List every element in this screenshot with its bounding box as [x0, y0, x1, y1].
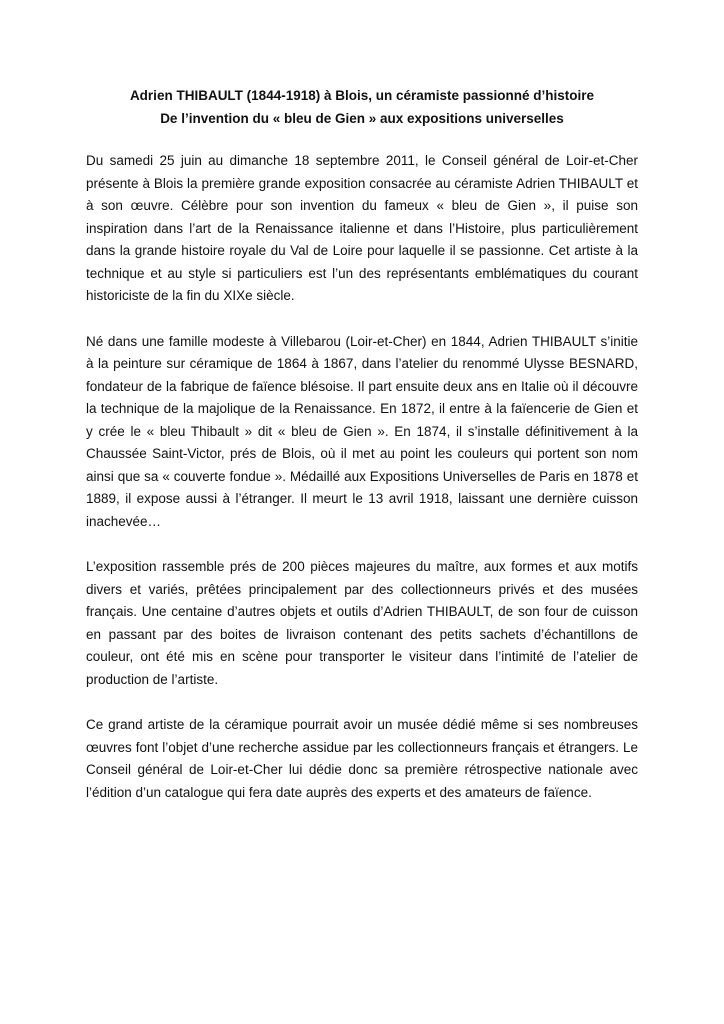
title-line-1: Adrien THIBAULT (1844-1918) à Blois, un céramiste passionné d’histoire	[129, 88, 595, 103]
document-title	[86, 84, 638, 130]
paragraph-conclusion: Ce grand artiste de la céramique pourrait avoir un musée dédié même si ses nombreuses œuvres font l’objet d’une recherche assidue par les collectionneurs français et étrangers. Le Conseil général de Loir-et-Cher lui dédie donc sa première rétrospective nationale avec l’édition d’un catalogue qui fera date auprès des experts et des amateurs de faïence.	[86, 717, 638, 800]
title-line-2: De l’invention du « bleu de Gien » aux expositions universelles	[160, 111, 564, 126]
paragraph-biography: Né dans une famille modeste à Villebarou (Loir-et-Cher) en 1844, Adrien THIBAULT s’initie à la peinture sur céramique de 1864 à 1867, dans l’atelier du renommé Ulysse BESNARD, fondateur de la fabrique de faïence blésoise. Il part ensuite deux ans en Italie où il découvre la technique de la majolique de la Renaissance. En 1872, il entre à la faïencerie de Gien et y crée le « bleu Thibault » dit « bleu de Gien ». En 1874, il s’installe définitivement à la Chaussée Saint-Victor, prés de Blois, où il met au point les couleurs qui portent son nom ainsi que sa « couverte fondue ». Médaillé aux Expositions Universelles de Paris en 1878 et 1889, il expose aussi à l’étranger. Il meurt le 13 avril 1918, laissant une dernière cuisson inachevée…	[86, 333, 638, 529]
paragraph-intro: Du samedi 25 juin au dimanche 18 septembre 2011, le Conseil général de Loir-et-Cher présente à Blois la première grande exposition consacrée au céramiste Adrien THIBAULT et à son œuvre. Célèbre pour son invention du fameux « bleu de Gien », il puise son inspiration dans l’art de la Renaissance italienne et dans l’Histoire, plus particulièrement dans la grande histoire royale du Val de Loire pour laquelle il se passionne. Cet artiste à la technique et au style si particuliers est l’un des représentants emblématiques du courant historiciste de la fin du XIXe siècle.	[86, 153, 638, 303]
paragraph-exhibition: L’exposition rassemble prés de 200 pièces majeures du maître, aux formes et aux motifs divers et variés, prêtées principalement par des collectionneurs privés et des musées français. Une centaine d’autres objets et outils d’Adrien THIBAULT, de son four de cuisson en passant par des boites de livraison contenant des petits sachets d’échantillons de couleur, ont été mis en scène pour transporter le visiteur dans l’intimité de l’atelier de production de l’artiste.	[86, 559, 638, 687]
document-page	[86, 84, 638, 827]
